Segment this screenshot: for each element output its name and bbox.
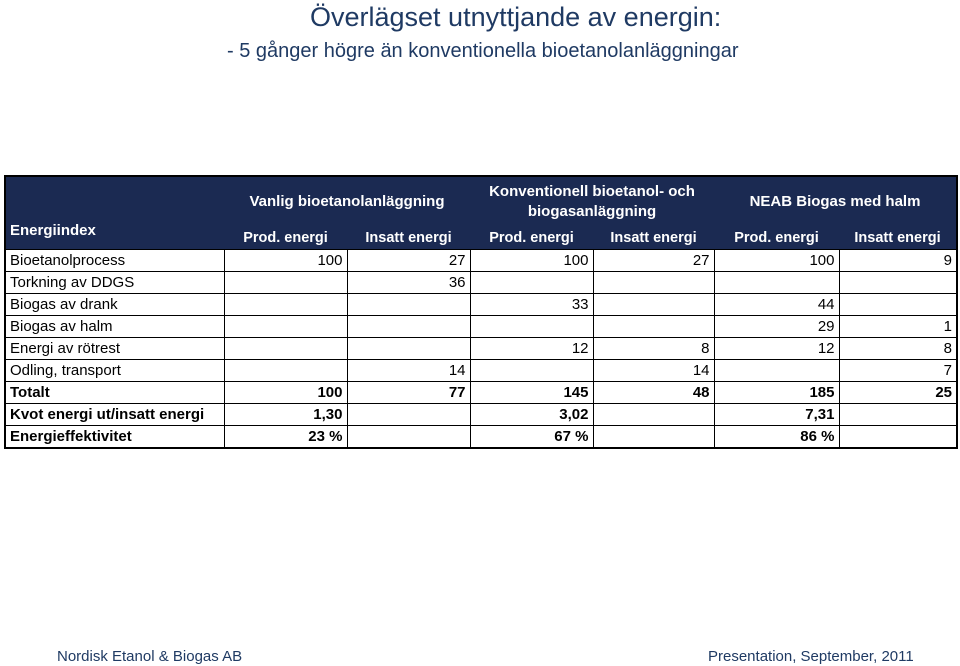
table-cell xyxy=(470,360,593,382)
table-cell xyxy=(714,272,839,294)
table-cell: 36 xyxy=(347,272,470,294)
row-label: Kvot energi ut/insatt energi xyxy=(5,404,224,426)
row-label: Odling, transport xyxy=(5,360,224,382)
table-cell xyxy=(224,316,347,338)
subheader-prod-3: Prod. energi xyxy=(714,227,839,250)
table-cell: 8 xyxy=(593,338,714,360)
table-row-kvot xyxy=(5,404,957,426)
row-header-label: Energiindex xyxy=(5,176,224,250)
table-cell-empty xyxy=(839,426,957,449)
subheader-insatt-1: Insatt energi xyxy=(347,227,470,250)
table-cell xyxy=(347,338,470,360)
footer-company: Nordisk Etanol & Biogas AB xyxy=(57,648,243,665)
table-cell: 33 xyxy=(470,294,593,316)
group-header-konventionell: Konventionell bioetanol- och biogasanläggning xyxy=(470,176,714,227)
table-row xyxy=(5,360,957,382)
table-cell: 8 xyxy=(839,338,957,360)
page-title: Överlägset utnyttjande av energin: xyxy=(310,2,722,32)
table-cell-empty xyxy=(839,404,957,426)
table-cell: 12 xyxy=(470,338,593,360)
table-cell xyxy=(347,316,470,338)
table-row-effektivitet xyxy=(5,426,957,449)
table-cell: 100 xyxy=(714,250,839,272)
table-cell: 1 xyxy=(839,316,957,338)
subheader-prod-1: Prod. energi xyxy=(224,227,347,250)
table-row-total xyxy=(5,382,957,404)
table-cell xyxy=(224,338,347,360)
row-label: Biogas av halm xyxy=(5,316,224,338)
table-cell: 25 xyxy=(839,382,957,404)
row-label: Totalt xyxy=(5,382,224,404)
table-cell xyxy=(347,294,470,316)
table-cell: 1,30 xyxy=(224,404,347,426)
row-label: Torkning av DDGS xyxy=(5,272,224,294)
table-cell: 67 % xyxy=(470,426,593,449)
table-cell xyxy=(593,272,714,294)
table-group-header-row xyxy=(5,176,957,227)
table-cell-empty xyxy=(593,404,714,426)
table-row xyxy=(5,250,957,272)
table-cell: 12 xyxy=(714,338,839,360)
table-cell: 185 xyxy=(714,382,839,404)
table-cell: 27 xyxy=(593,250,714,272)
table-row xyxy=(5,294,957,316)
table-cell xyxy=(714,360,839,382)
row-label: Bioetanolprocess xyxy=(5,250,224,272)
table-cell: 48 xyxy=(593,382,714,404)
table-cell-empty xyxy=(593,426,714,449)
table-cell: 100 xyxy=(224,382,347,404)
energy-index-table xyxy=(4,175,958,449)
table-cell: 7 xyxy=(839,360,957,382)
table-cell-empty xyxy=(347,426,470,449)
table-cell xyxy=(839,294,957,316)
table-cell: 100 xyxy=(470,250,593,272)
table-cell: 27 xyxy=(347,250,470,272)
table-row xyxy=(5,272,957,294)
table-cell xyxy=(593,294,714,316)
subheader-insatt-3: Insatt energi xyxy=(839,227,957,250)
table-cell: 77 xyxy=(347,382,470,404)
table-cell xyxy=(470,272,593,294)
footer-presentation: Presentation, September, 2011 xyxy=(708,648,914,665)
table-cell: 14 xyxy=(347,360,470,382)
row-label: Energi av rötrest xyxy=(5,338,224,360)
group-header-neab: NEAB Biogas med halm xyxy=(714,176,957,227)
table-cell: 7,31 xyxy=(714,404,839,426)
row-label: Biogas av drank xyxy=(5,294,224,316)
table-row xyxy=(5,316,957,338)
table-cell: 29 xyxy=(714,316,839,338)
table-cell: 44 xyxy=(714,294,839,316)
table-cell: 14 xyxy=(593,360,714,382)
table-cell xyxy=(470,316,593,338)
table-cell: 100 xyxy=(224,250,347,272)
table-cell: 3,02 xyxy=(470,404,593,426)
table-cell: 23 % xyxy=(224,426,347,449)
table-cell xyxy=(224,360,347,382)
table-row xyxy=(5,338,957,360)
subheader-prod-2: Prod. energi xyxy=(470,227,593,250)
table-cell xyxy=(839,272,957,294)
table-cell xyxy=(224,272,347,294)
table-cell-empty xyxy=(347,404,470,426)
page-subtitle: - 5 gånger högre än konventionella bioetanolanläggningar xyxy=(227,40,739,62)
table-cell xyxy=(593,316,714,338)
subheader-insatt-2: Insatt energi xyxy=(593,227,714,250)
table-cell: 9 xyxy=(839,250,957,272)
group-header-vanlig: Vanlig bioetanolanläggning xyxy=(224,176,470,227)
table-cell xyxy=(224,294,347,316)
row-label: Energieffektivitet xyxy=(5,426,224,449)
table-cell: 86 % xyxy=(714,426,839,449)
table-cell: 145 xyxy=(470,382,593,404)
